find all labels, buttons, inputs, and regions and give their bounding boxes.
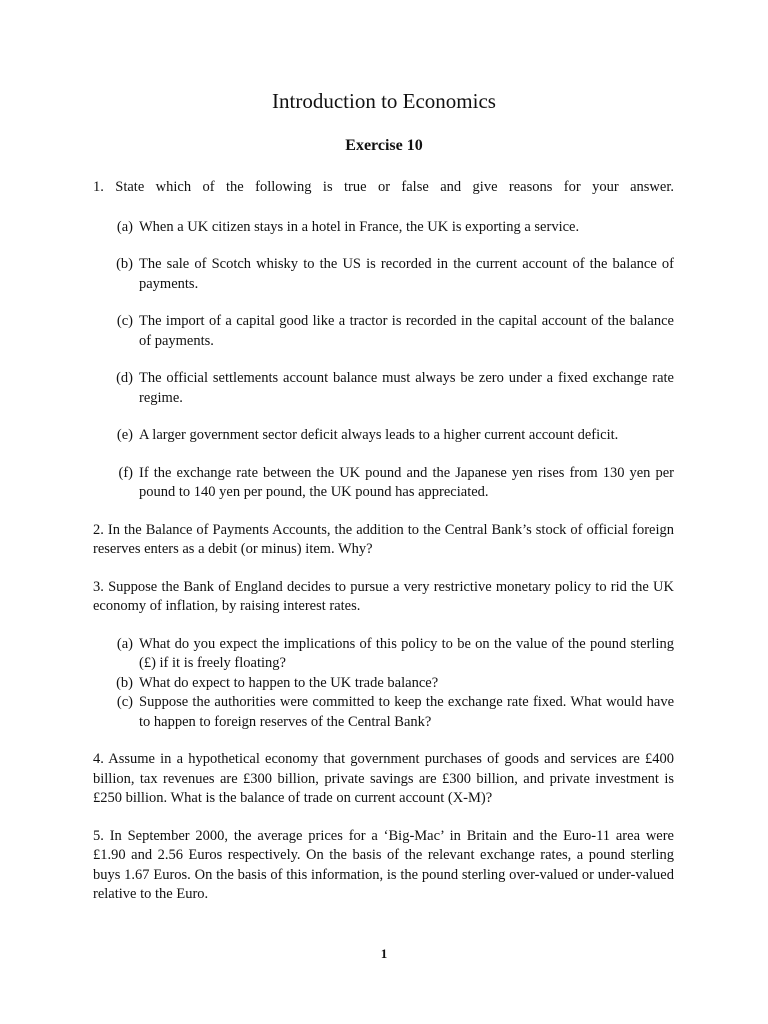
question-3-item-c xyxy=(93,693,674,732)
question-3-item-b xyxy=(93,674,674,694)
item-text: A larger government sector deficit always leads to a higher current account deficit. xyxy=(139,427,619,443)
item-text: The sale of Scotch whisky to the US is recorded in the current account of the balance of payments. xyxy=(139,256,674,292)
question-1-item-b xyxy=(93,255,674,294)
question-2: 2. In the Balance of Payments Accounts, the addition to the Central Bank’s stock of official foreign reserves enters as a debit (or minus) item. Why? xyxy=(93,521,674,557)
item-label: (c) xyxy=(116,313,133,329)
item-text: The official settlements account balance must always be zero under a fixed exchange rate regime. xyxy=(139,370,674,406)
item-label: (d) xyxy=(116,370,133,386)
item-label: (e) xyxy=(116,427,133,443)
question-1-item-a xyxy=(93,218,674,238)
item-text: What do you expect the implications of this policy to be on the value of the pound sterling (£) if it is freely floating? xyxy=(139,635,674,671)
question-3: 3. Suppose the Bank of England decides to pursue a very restrictive monetary policy to rid the UK economy of inflation, by raising interest rates. xyxy=(93,578,674,614)
document-body xyxy=(93,178,674,923)
question-5: 5. In September 2000, the average prices for a ‘Big-Mac’ in Britain and the Euro-11 area were £1.90 and 2.56 Euros respectively. On the basis of the relevant exchange rates, a pound sterling buys 1.67 Euros. On the basis of this information, is the pound sterling over-valued or under-valued relative to the Euro. xyxy=(93,827,674,902)
item-label: (f) xyxy=(118,464,133,481)
item-label: (a) xyxy=(116,635,133,652)
item-label: (b) xyxy=(116,674,133,691)
document-title: Introduction to Economics xyxy=(272,89,496,113)
item-label: (c) xyxy=(116,694,133,710)
item-text: When a UK citizen stays in a hotel in France, the UK is exporting a service. xyxy=(139,218,580,235)
question-1-item-c xyxy=(93,312,674,351)
item-label: (a) xyxy=(116,218,133,235)
question-3-items xyxy=(93,635,674,733)
item-label: (b) xyxy=(116,256,133,272)
exercise-heading: Exercise 10 xyxy=(345,137,423,154)
item-text: The import of a capital good like a tractor is recorded in the capital account of the balance of payments. xyxy=(139,313,674,349)
item-text: What do expect to happen to the UK trade balance? xyxy=(139,674,439,691)
item-text: Suppose the authorities were committed to keep the exchange rate fixed. What would have to happen to foreign reserves of the Central Bank? xyxy=(139,694,674,730)
question-3-item-a xyxy=(93,635,674,674)
item-text: If the exchange rate between the UK pound and the Japanese yen rises from 130 yen per pound to 140 yen per pound, the UK pound has appreciated. xyxy=(139,464,674,500)
question-1-item-d xyxy=(93,369,674,408)
page-number: 1 xyxy=(380,946,388,961)
question-1-item-e xyxy=(93,426,674,446)
question-4: 4. Assume in a hypothetical economy that government purchases of goods and services are £400 billion, tax revenues are £300 billion, private savings are £300 billion, and private investment is £250 billion. What is the balance of trade on current account (X-M)? xyxy=(93,751,674,806)
question-1: 1. State which of the following is true or false and give reasons for your answer. xyxy=(93,179,674,195)
question-1-items xyxy=(93,218,674,503)
question-1-item-f xyxy=(93,464,674,503)
